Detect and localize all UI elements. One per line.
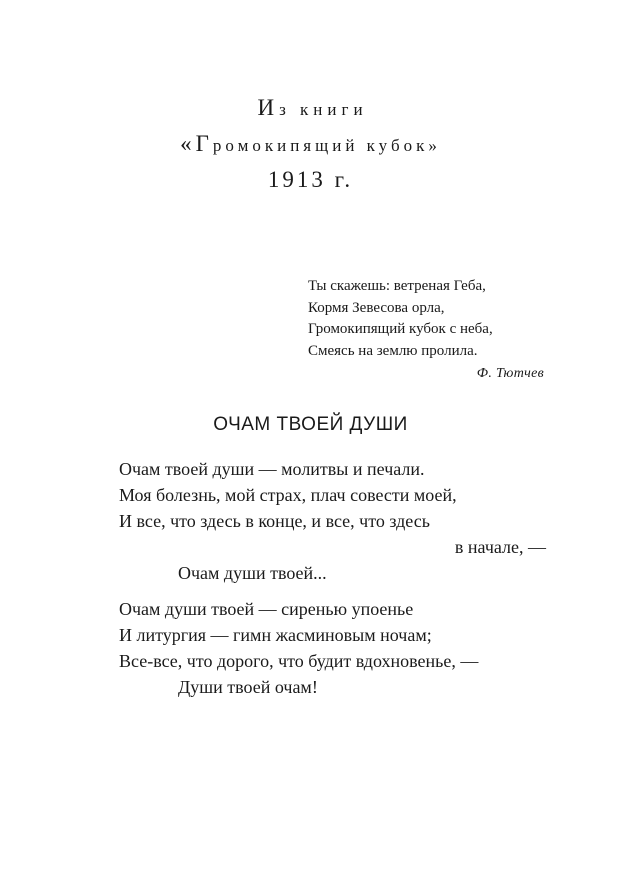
epigraph-line: Смеясь на землю пролила.: [308, 342, 478, 359]
epigraph-line: Громокипящий кубок с неба,: [308, 321, 493, 337]
verse-line: И все, что здесь в конце, и все, что здесь: [119, 511, 430, 531]
epigraph: [308, 276, 558, 382]
verse-line: Все-все, что дорого, что будит вдохновенье, —: [119, 651, 479, 671]
verse-line: Моя болезнь, мой страх, плач совести моей,: [119, 485, 457, 505]
header-line-2-rest: ромокипящий кубок»: [212, 136, 441, 155]
section-header: [0, 96, 621, 191]
header-line-1-capital: И: [257, 95, 280, 120]
epigraph-author: Ф. Тютчев: [476, 366, 544, 381]
verse-line: Очам твоей души — молитвы и печали.: [119, 459, 425, 479]
header-year: 1913 г.: [267, 167, 354, 192]
verse-line-refrain: Души твоей очам!: [178, 677, 318, 697]
epigraph-line: Ты скажешь: ветреная Геба,: [308, 278, 486, 294]
epigraph-line: Кормя Зевесова орла,: [308, 299, 445, 316]
header-line-1-rest: з книги: [279, 100, 368, 119]
poem-body: [119, 456, 559, 700]
header-line-2: [0, 132, 621, 155]
poem-title: ОЧАМ ТВОЕЙ ДУШИ: [213, 414, 408, 435]
header-line-2-capital: «Г: [180, 131, 213, 156]
stanza-1: [119, 456, 559, 586]
verse-line: Очам души твоей — сиренью упоенье: [119, 599, 414, 619]
verse-line-refrain: Очам души твоей...: [178, 563, 327, 583]
verse-line: И литургия — гимн жасминовым ночам;: [119, 625, 432, 645]
stanza-2: [119, 596, 559, 700]
verse-line-continuation: в начале, —: [454, 537, 546, 557]
header-line-1: [4, 96, 621, 119]
